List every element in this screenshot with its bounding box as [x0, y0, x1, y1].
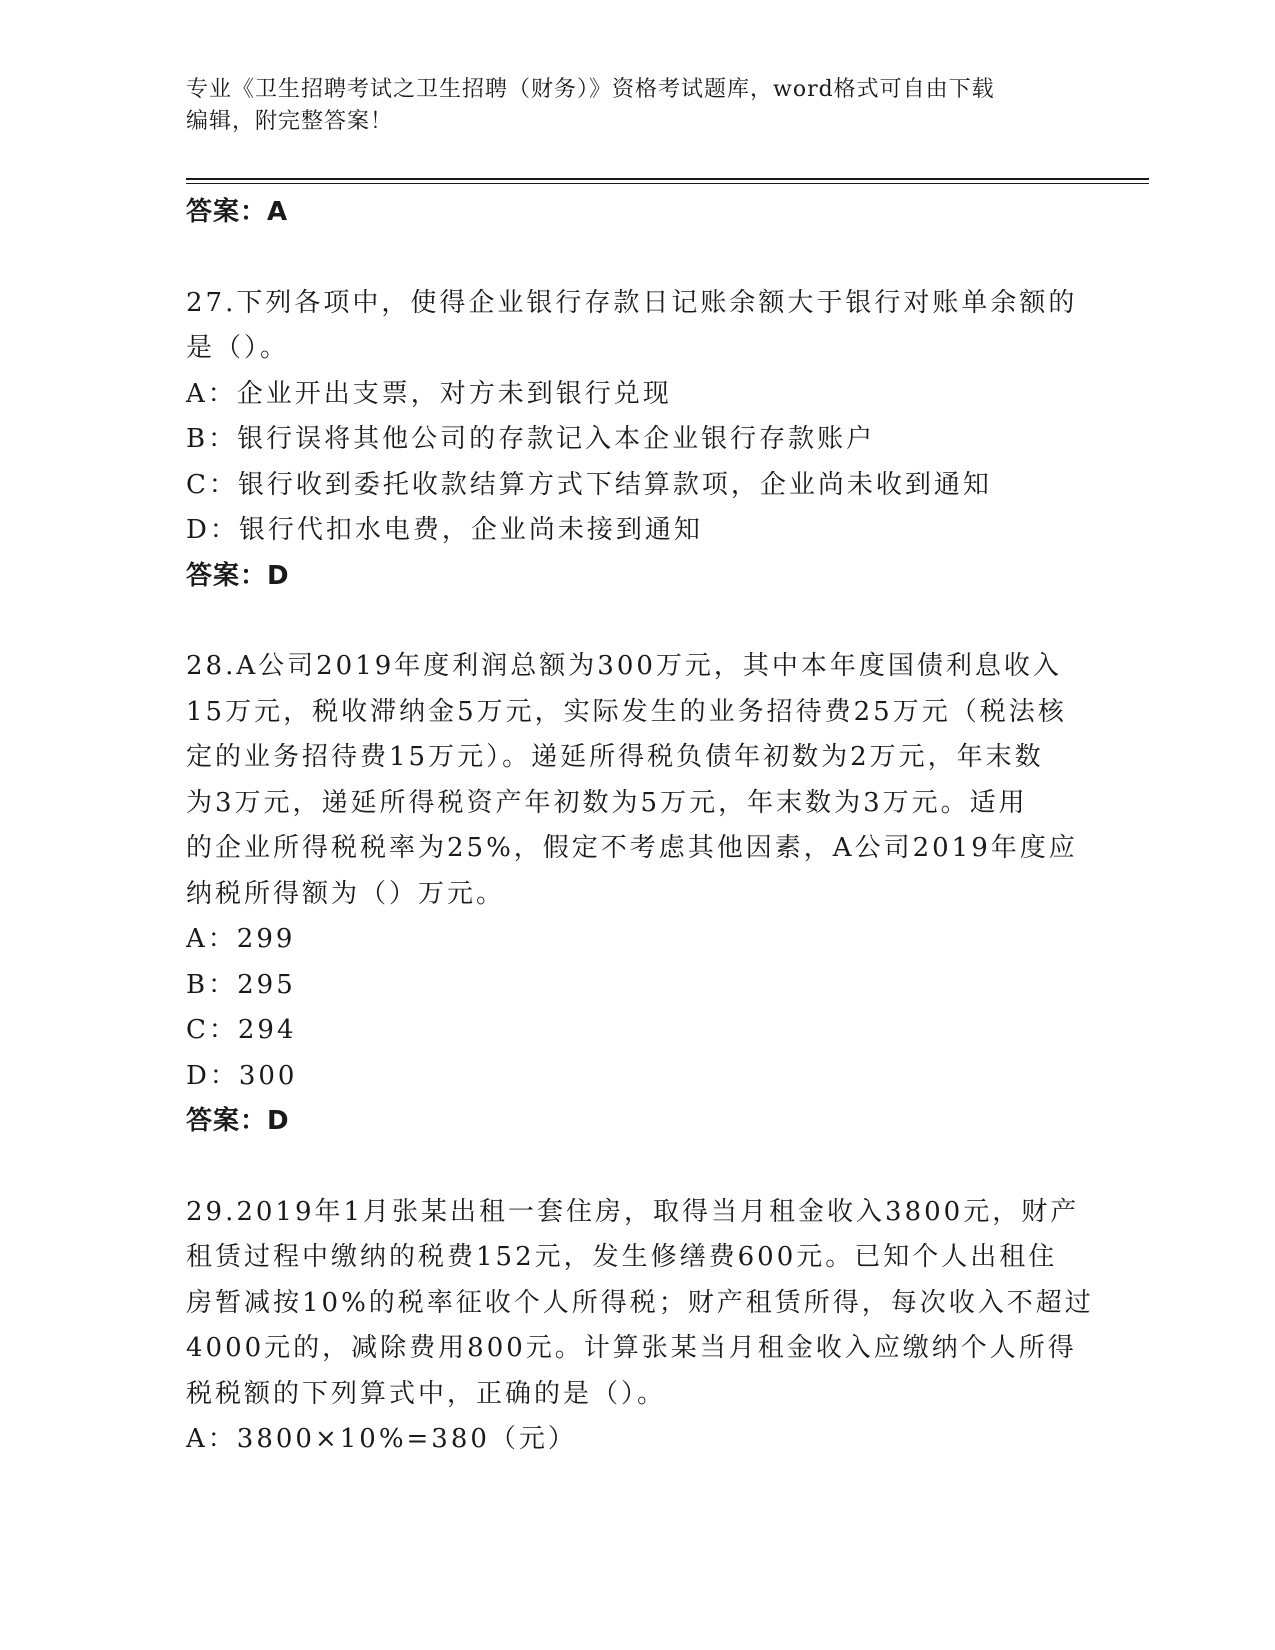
question-29 [186, 1190, 1094, 1463]
question-28-option-a: A：299 [186, 924, 296, 954]
question-27-option-d: D：银行代扣水电费，企业尚未接到通知 [186, 515, 703, 545]
answer-27: 答案：D [186, 560, 290, 591]
question-28-line-2: 15万元，税收滞纳金5万元，实际发生的业务招待费25万元（税法核 [186, 696, 1067, 727]
header-line-1: 专业《卫生招聘考试之卫生招聘（财务）》资格考试题库，word格式可自由下载 [186, 77, 995, 102]
header-divider-thin [186, 183, 1149, 184]
question-27-line-2: 是（）。 [186, 333, 290, 363]
question-28-option-c: C：294 [186, 1015, 297, 1045]
question-27-option-b: B：银行误将其他公司的存款记入本企业银行存款账户 [186, 424, 876, 454]
question-28-line-4: 为3万元，递延所得税资产年初数为5万元，年末数为3万元。适用 [186, 787, 1028, 818]
question-27-option-a: A：企业开出支票，对方未到银行兑现 [186, 378, 672, 409]
question-27 [186, 281, 1086, 600]
question-29-line-5: 税税额的下列算式中，正确的是（）。 [186, 1378, 667, 1409]
question-29-option-a: A：3800×10%=380（元） [186, 1424, 577, 1454]
answer-28: 答案：D [186, 1106, 290, 1136]
answer-26: 答案：A [186, 197, 289, 227]
question-28-line-6: 纳税所得额为（）万元。 [186, 878, 506, 909]
question-28-line-5: 的企业所得税税率为25%，假定不考虑其他因素，A公司2019年度应 [186, 833, 1078, 863]
question-29-line-2: 租赁过程中缴纳的税费152元，发生修缮费600元。已知个人出租住 [186, 1242, 1058, 1272]
question-28-line-1: 28.A公司2019年度利润总额为300万元，其中本年度国债利息收入 [186, 651, 1062, 681]
question-29-line-4: 4000元的，减除费用800元。计算张某当月租金收入应缴纳个人所得 [186, 1333, 1077, 1363]
question-28-option-d: D：300 [186, 1060, 298, 1091]
question-29-line-1: 29.2019年1月张某出租一套住房，取得当月租金收入3800元，财产 [186, 1196, 1080, 1227]
header-divider-thick [186, 178, 1149, 180]
header-line-2: 编辑，附完整答案！ [186, 109, 394, 134]
document-header [186, 74, 1086, 138]
question-28 [186, 644, 1086, 1145]
question-28-line-3: 定的业务招待费15万元）。递延所得税负债年初数为2万元，年末数 [186, 742, 1044, 772]
question-27-line-1: 27.下列各项中，使得企业银行存款日记账余额大于银行对账单余额的 [186, 287, 1078, 318]
question-28-option-b: B：295 [186, 969, 296, 1000]
question-29-line-3: 房暂减按10%的税率征收个人所得税；财产租赁所得，每次收入不超过 [186, 1287, 1094, 1318]
question-27-option-c: C：银行收到委托收款结算方式下结算款项，企业尚未收到通知 [186, 469, 992, 500]
question-list [186, 190, 1094, 1463]
